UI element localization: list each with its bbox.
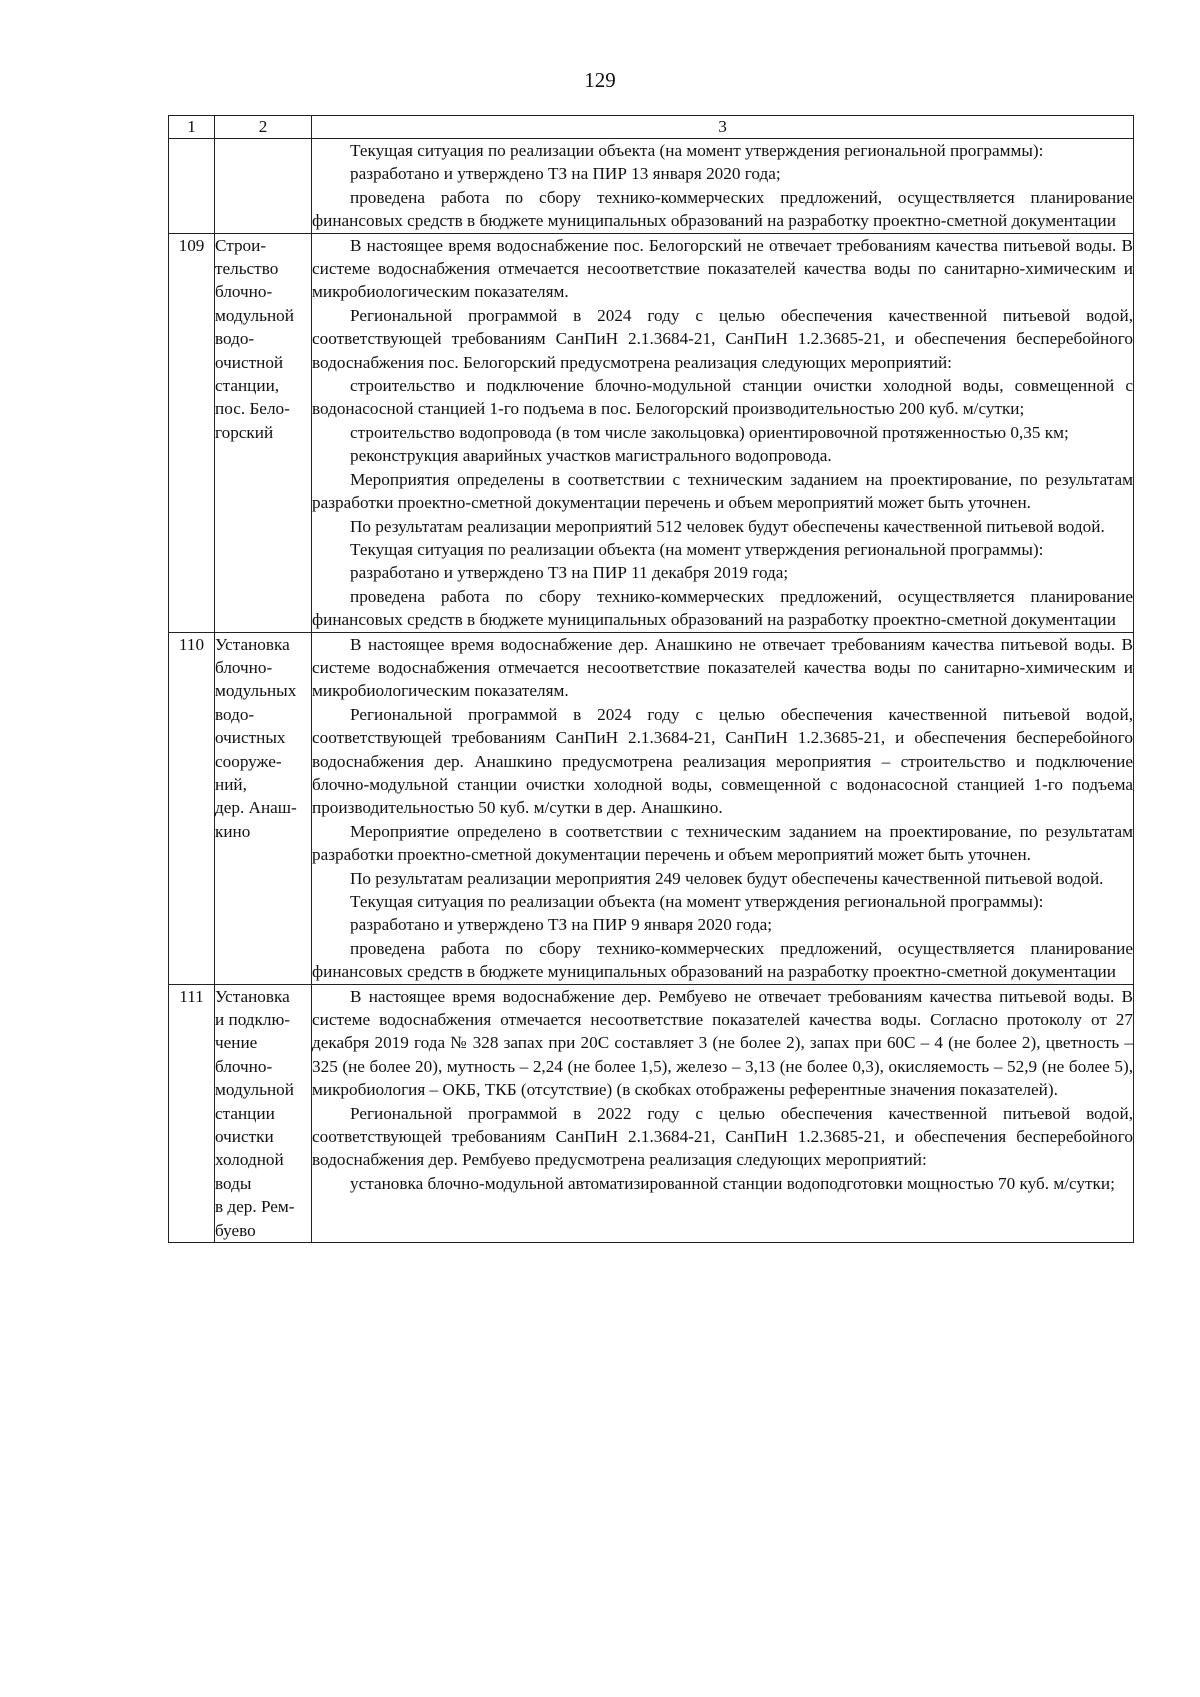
description-paragraph: разработано и утверждено ТЗ на ПИР 11 декабря 2019 года; [350, 563, 789, 583]
description-paragraph: проведена работа по сбору технико-коммерческих предложений, осуществляется планирование финансовых средств в бюджете муниципальных образований на разработку проектно-сметной документации [312, 586, 1133, 630]
object-name-line: буево [215, 1220, 256, 1240]
description-paragraph: В настоящее время водоснабжение дер. Анашкино не отвечает требованиям качества питьевой воды. В системе водоснабжения отмечается несоответствие показателей качества воды по санитарно-химическим и микробиологическим показателям. [312, 634, 1133, 701]
object-name-line: кино [215, 821, 251, 841]
object-name-line: модульных [215, 681, 297, 701]
description-paragraph: Текущая ситуация по реализации объекта (на момент утверждения региональной программы): [350, 539, 1044, 559]
object-name-line: чение [215, 1033, 258, 1053]
description-paragraph: Мероприятия определены в соответствии с техническим заданием на проектирование, по результатам разработки проектно-сметной документации перечень и объем мероприятий может быть уточнен. [312, 469, 1133, 513]
description-paragraph: По результатам реализации мероприятий 512 человек будут обеспечены качественной питьевой водой. [350, 516, 1105, 536]
object-name-line: холодной [215, 1150, 284, 1170]
object-name-line: Строи- [215, 235, 267, 255]
description-paragraph: В настоящее время водоснабжение пос. Белогорский не отвечает требованиям качества питьевой воды. В системе водоснабжения отмечается несоответствие показателей качества воды по санитарно-химическим и микробиологическим показателям. [312, 235, 1133, 302]
description-paragraph: Региональной программой в 2024 году с целью обеспечения качественной питьевой водой, соответствующей требованиям СанПиН 2.1.3684-21, СанПиН 1.2.3685-21, и обеспечения бесперебойного водоснабжения пос. Белогорский предусмотрена реализация следующих мероприятий: [312, 305, 1133, 372]
table-header-row [169, 116, 1134, 139]
description-paragraph: разработано и утверждено ТЗ на ПИР 13 января 2020 года; [350, 164, 781, 184]
header-col-2: 2 [215, 116, 312, 139]
object-name-line: очистных [215, 728, 286, 748]
object-name-line: водо- [215, 704, 255, 724]
object-name-line: модульной [215, 1080, 294, 1100]
object-name-line: блочно- [215, 1056, 273, 1076]
object-name-cell [215, 139, 312, 234]
object-name-line: блочно- [215, 657, 273, 677]
object-name-line: очистной [215, 352, 284, 372]
table-row [169, 233, 1134, 632]
object-name-line: в дер. Рем- [215, 1197, 295, 1217]
description-paragraph: проведена работа по сбору технико-коммерческих предложений, осуществляется планирование финансовых средств в бюджете муниципальных образований на разработку проектно-сметной документации [312, 938, 1133, 982]
object-name-line: станции, [215, 376, 280, 396]
header-col-3: 3 [312, 116, 1134, 139]
program-table [168, 115, 1134, 1243]
object-name-line: сооруже- [215, 751, 282, 771]
object-name-line: воды [215, 1173, 252, 1193]
object-name-cell [215, 632, 312, 984]
object-name-line: и подклю- [215, 1010, 291, 1030]
description-paragraph: Мероприятие определено в соответствии с техническим заданием на проектирование, по результатам разработки проектно-сметной документации перечень и объем мероприятий может быть уточнен. [312, 821, 1133, 865]
table-row [169, 984, 1134, 1242]
description-cell [312, 632, 1134, 984]
object-name-cell [215, 233, 312, 632]
row-number [169, 139, 215, 234]
object-name-line: блочно- [215, 282, 273, 302]
object-name-line: станции [215, 1103, 275, 1123]
description-cell [312, 984, 1134, 1242]
description-paragraph: Текущая ситуация по реализации объекта (на момент утверждения региональной программы): [350, 892, 1044, 911]
description-paragraph: Текущая ситуация по реализации объекта (на момент утверждения региональной программы): [350, 141, 1044, 160]
description-cell [312, 233, 1134, 632]
description-paragraph: По результатам реализации мероприятия 249 человек будут обеспечены качественной питьевой водой. [350, 868, 1104, 888]
table-row [169, 632, 1134, 984]
description-paragraph: проведена работа по сбору технико-коммерческих предложений, осуществляется планирование финансовых средств в бюджете муниципальных образований на разработку проектно-сметной документации [312, 187, 1133, 231]
description-paragraph: строительство и подключение блочно-модульной станции очистки холодной воды, совмещенной с водонасосной станцией 1-го подъема в пос. Белогорский производительностью 200 куб. м/сутки; [312, 376, 1133, 419]
row-number: 110 [169, 632, 215, 984]
object-name-line: модульной [215, 305, 294, 325]
description-paragraph: строительство водопровода (в том числе закольцовка) ориентировочной протяженностью 0,35 км; [350, 422, 1069, 442]
object-name-line: водо- [215, 329, 255, 349]
description-paragraph: В настоящее время водоснабжение дер. Рембуево не отвечает требованиям качества питьевой воды. В системе водоснабжения отмечается несоответствие показателей качества воды. Согласно протоколу от 27 декабря 2019 года № 328 запах при 20С составляет 3 (не более 2), запах при 60С – 4 (не более 2), цветность – 325 (не более 20), мутность – 2,24 (не более 1,5), железо – 3,13 (не более 0,3), окисляемость – 52,9 (не более 5), микробиология – ОКБ, ТКБ (отсутствие) (в скобках отображены референтные значения показателей). [312, 986, 1133, 1100]
description-paragraph: разработано и утверждено ТЗ на ПИР 9 января 2020 года; [350, 915, 773, 935]
object-name-line: дер. Анаш- [215, 798, 297, 818]
object-name-line: горский [215, 422, 274, 442]
header-col-1: 1 [169, 116, 215, 139]
object-name-line: Установка [215, 634, 290, 654]
object-name-line: очистки [215, 1127, 274, 1147]
object-name-line: пос. Бело- [215, 399, 290, 419]
object-name-cell [215, 984, 312, 1242]
table-row [169, 139, 1134, 234]
description-paragraph: установка блочно-модульной автоматизированной станции водоподготовки мощностью 70 куб. м/сутки; [350, 1173, 1115, 1193]
description-paragraph: реконструкция аварийных участков магистрального водопровода. [350, 446, 832, 466]
row-number: 111 [169, 984, 215, 1242]
description-paragraph: Региональной программой в 2024 году с целью обеспечения качественной питьевой водой, соответствующей требованиям СанПиН 2.1.3684-21, СанПиН 1.2.3685-21, и обеспечения бесперебойного водоснабжения дер. Анашкино предусмотрена реализация мероприятия – строительство и подключение блочно-модульной станции очистки холодной воды, совмещенной с водонасосной станцией 1-го подъема производительностью 50 куб. м/сутки в дер. Анашкино. [312, 704, 1133, 818]
description-cell [312, 139, 1134, 234]
row-number: 109 [169, 233, 215, 632]
object-name-line: ний, [215, 774, 247, 794]
description-paragraph: Региональной программой в 2022 году с целью обеспечения качественной питьевой водой, соответствующей требованиям СанПиН 2.1.3684-21, СанПиН 1.2.3685-21, и обеспечения бесперебойного водоснабжения дер. Рембуево предусмотрена реализация следующих мероприятий: [312, 1103, 1133, 1170]
object-name-line: тельство [215, 259, 279, 279]
page-number: 129 [584, 68, 616, 92]
object-name-line: Установка [215, 986, 290, 1006]
